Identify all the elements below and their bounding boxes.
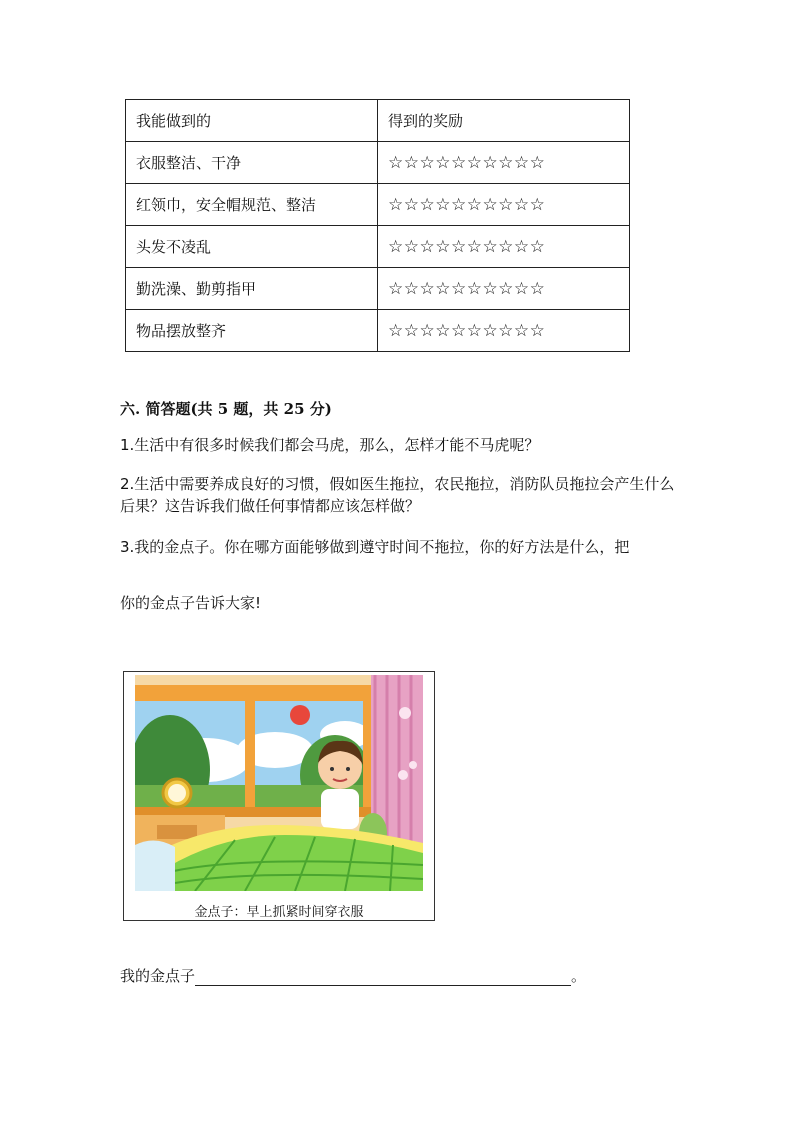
star-reward-cell: ☆☆☆☆☆☆☆☆☆☆ [378,268,630,310]
table-header-row [126,100,630,142]
item-cell: 勤洗澡、勤剪指甲 [126,268,378,310]
question-2: 2.生活中需要养成良好的习惯，假如医生拖拉，农民拖拉，消防队员拖拉会产生什么后果？这告诉我们做任何事情都应该怎样做？ [120,475,675,515]
illustration-figure [123,671,435,921]
star-reward-cell: ☆☆☆☆☆☆☆☆☆☆ [378,184,630,226]
answer-label: 我的金点子 [120,967,196,985]
star-reward-cell: ☆☆☆☆☆☆☆☆☆☆ [378,310,630,352]
question-3-line-2: 你的金点子告诉大家! [120,594,262,612]
header-cell: 我能做到的 [126,100,378,142]
star-reward-cell: ☆☆☆☆☆☆☆☆☆☆ [378,142,630,184]
header-cell: 得到的奖励 [378,100,630,142]
item-cell: 物品摆放整齐 [126,310,378,352]
answer-line [120,965,586,986]
item-cell: 头发不凌乱 [126,226,378,268]
question-3-line-1: 3.我的金点子。你在哪方面能够做到遵守时间不拖拉，你的好方法是什么，把 [120,538,630,556]
table-row [126,226,630,268]
question-1: 1.生活中有很多时候我们都会马虎，那么，怎样才能不马虎呢？ [120,436,540,454]
answer-blank[interactable] [195,969,571,986]
item-cell: 衣服整洁、干净 [126,142,378,184]
item-cell: 红领巾，安全帽规范、整洁 [126,184,378,226]
table-row [126,310,630,352]
table-row [126,184,630,226]
reward-table [125,99,630,352]
answer-end-mark: 。 [571,967,587,985]
figure-caption: 金点子：早上抓紧时间穿衣服 [194,905,364,920]
star-reward-cell: ☆☆☆☆☆☆☆☆☆☆ [378,226,630,268]
section-title: 六. 简答题(共 5 题，共 25 分) [120,400,332,418]
boy-making-bed-illustration [135,675,423,891]
table-row [126,268,630,310]
table-row [126,142,630,184]
